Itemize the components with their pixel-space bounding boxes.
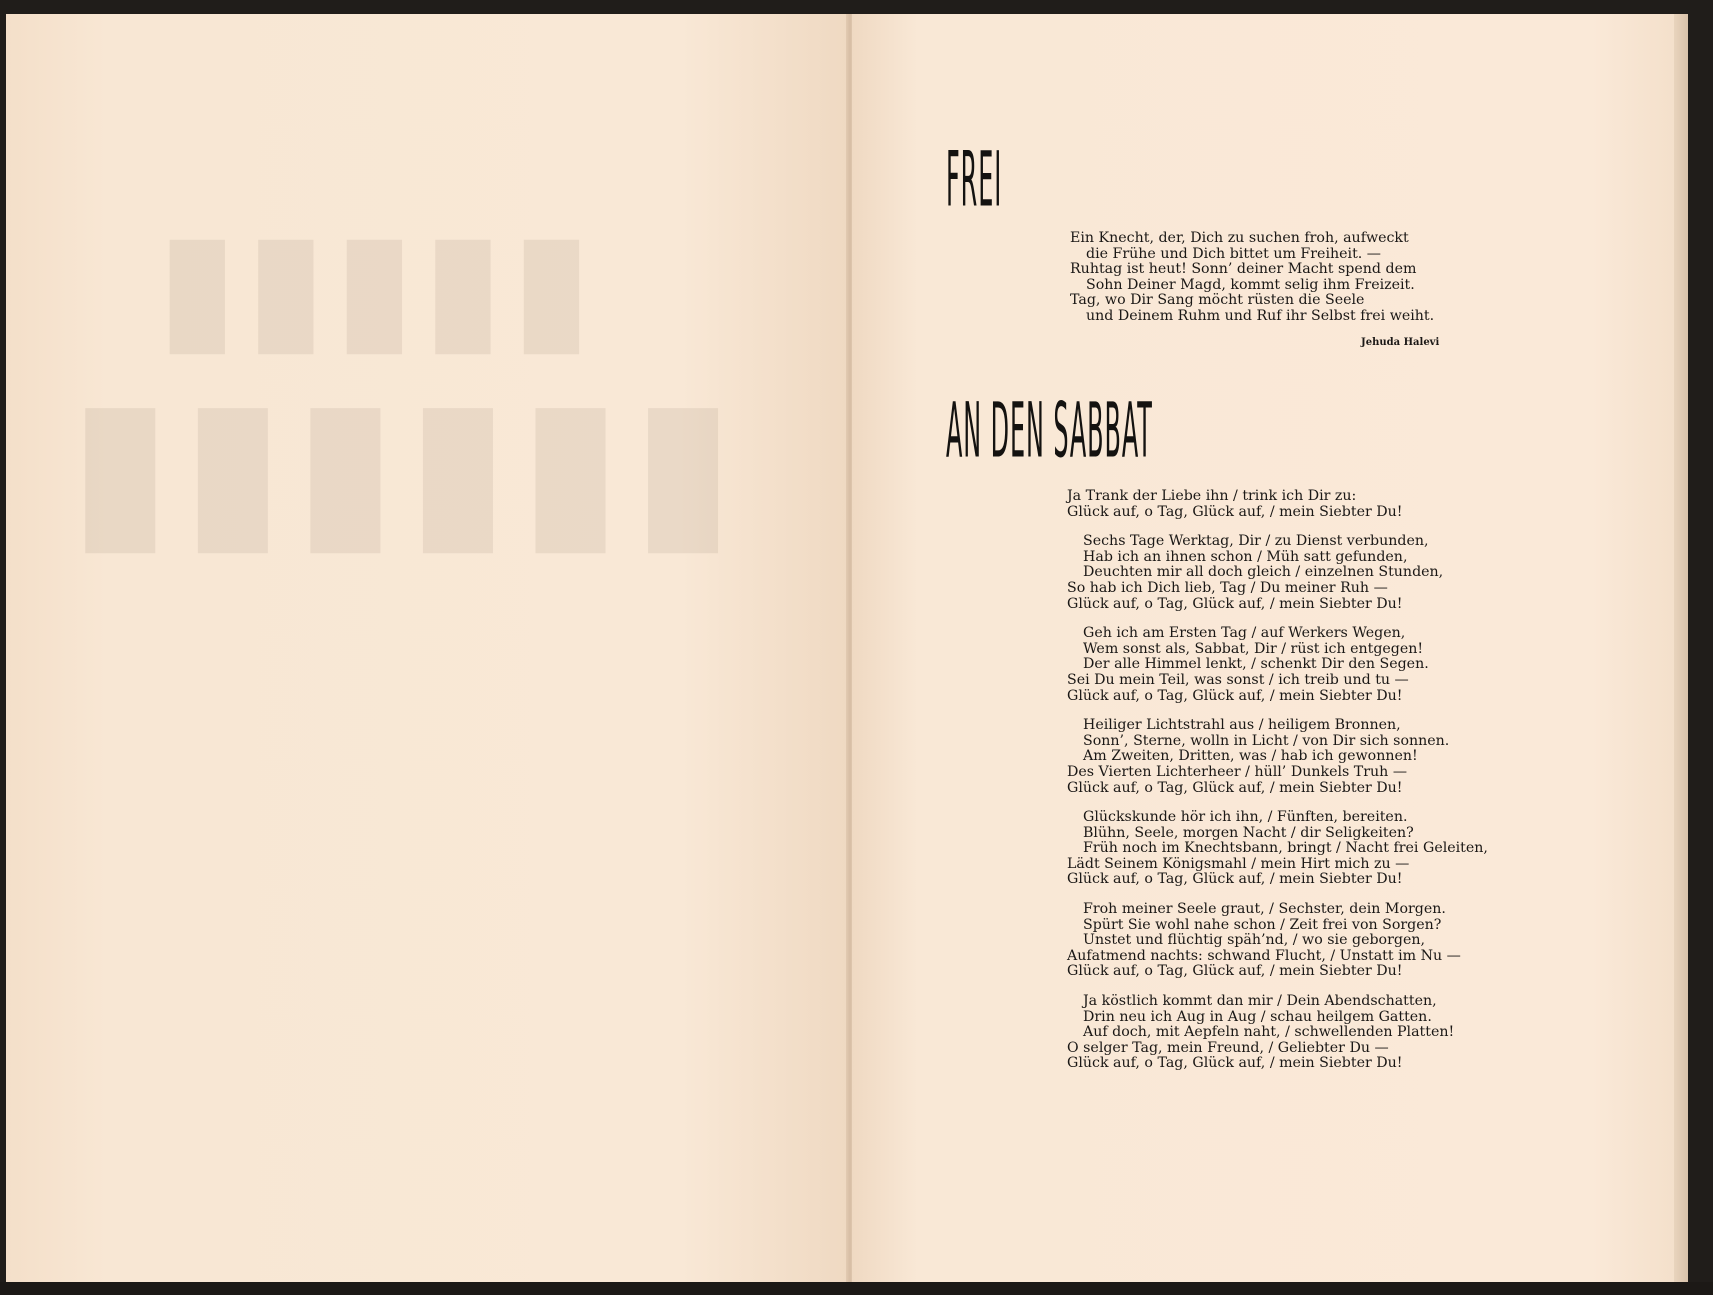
poem-line: Sei Du mein Teil, was sonst / ich treib und tu — xyxy=(1067,671,1409,688)
poem-line: Spürt Sie wohl nahe schon / Zeit frei von Sorgen? xyxy=(1083,916,1442,933)
poem-line: Auf doch, mit Aepfeln naht, / schwellenden Platten! xyxy=(1083,1024,1455,1041)
poem-line: Blühn, Seele, morgen Nacht / dir Seligkeiten? xyxy=(1083,824,1414,841)
poem-line: Drin neu ich Aug in Aug / schau heilgem Gatten. xyxy=(1083,1008,1432,1025)
poem-line: Lädt Seinem Königsmahl / mein Hirt mich zu — xyxy=(1067,855,1410,872)
poem-line: Glück auf, o Tag, Glück auf, / mein Siebter Du! xyxy=(1067,871,1403,888)
stanza-gap xyxy=(1067,980,1488,994)
poem-author: Jehuda Halevi xyxy=(1361,337,1440,348)
poem-line: O selger Tag, mein Freund, / Geliebter Du — xyxy=(1067,1039,1389,1056)
stanza-gap xyxy=(1067,612,1488,626)
poem-line: Am Zweiten, Dritten, was / hab ich gewonnen! xyxy=(1083,748,1418,765)
poem-line: Des Vierten Lichterheer / hüll’ Dunkels Truh — xyxy=(1067,763,1408,780)
poem-line: Glück auf, o Tag, Glück auf, / mein Siebter Du! xyxy=(1067,687,1403,704)
poem-title-frei: FREI xyxy=(946,137,1003,225)
page-edge xyxy=(1674,14,1688,1282)
poem-line: Wem sonst als, Sabbat, Dir / rüst ich entgegen! xyxy=(1083,640,1424,657)
poem-line: Froh meiner Seele graut, / Sechster, dein Morgen. xyxy=(1083,901,1446,918)
poem-line: Ja Trank der Liebe ihn / trink ich Dir zu: xyxy=(1067,488,1357,504)
poem-line: Aufatmend nachts: schwand Flucht, / Unstatt im Nu — xyxy=(1067,947,1461,964)
poem-title-sabbat: AN DEN SABBAT xyxy=(946,388,1153,476)
poem-line: Glück auf, o Tag, Glück auf, / mein Siebter Du! xyxy=(1067,1055,1403,1072)
poem-line: Ein Knecht, der, Dich zu suchen froh, aufweckt xyxy=(1070,230,1409,246)
poem-line: Glück auf, o Tag, Glück auf, / mein Siebter Du! xyxy=(1067,963,1403,980)
stanza-gap xyxy=(1067,796,1488,810)
poem-line: Ja köstlich kommt dan mir / Dein Abendschatten, xyxy=(1083,993,1437,1010)
poem-line: Sohn Deiner Magd, kommt selig ihm Freizeit. xyxy=(1086,276,1415,293)
show-through-shape: ▮▮▮▮▮ xyxy=(150,198,593,372)
stanza-gap xyxy=(1067,888,1488,902)
poem-line: und Deinem Ruhm und Ruf ihr Selbst frei weiht. xyxy=(1086,307,1435,324)
poem-line: Sechs Tage Werktag, Dir / zu Dienst verbunden, xyxy=(1083,533,1429,550)
poem-line: Geh ich am Ersten Tag / auf Werkers Wegen, xyxy=(1083,625,1406,642)
scan-border xyxy=(0,1282,1713,1295)
poem-line: Sonn’, Sterne, wolln in Licht / von Dir sich sonnen. xyxy=(1083,732,1450,749)
show-through-shape: ▮▮▮▮▮▮ xyxy=(60,354,736,575)
poem-line: Deuchten mir all doch gleich / einzelnen Stunden, xyxy=(1083,564,1444,581)
poem-frei xyxy=(1070,231,1434,325)
poem-line: die Frühe und Dich bittet um Freiheit. — xyxy=(1086,245,1381,262)
stanza-gap xyxy=(1067,520,1488,534)
poem-line: Der alle Himmel lenkt, / schenkt Dir den Segen. xyxy=(1083,656,1429,673)
poem-line: Früh noch im Knechtsbann, bringt / Nacht frei Geleiten, xyxy=(1083,840,1488,857)
poem-an-den-sabbat xyxy=(1067,489,1488,1072)
poem-line: So hab ich Dich lieb, Tag / Du meiner Ruh — xyxy=(1067,579,1388,596)
stanza-gap xyxy=(1067,704,1488,718)
poem-line: Hab ich an ihnen schon / Müh satt gefunden, xyxy=(1083,548,1408,565)
poem-line: Glück auf, o Tag, Glück auf, / mein Siebter Du! xyxy=(1067,503,1403,520)
poem-line: Glück auf, o Tag, Glück auf, / mein Siebter Du! xyxy=(1067,779,1403,796)
poem-line: Glück auf, o Tag, Glück auf, / mein Siebter Du! xyxy=(1067,595,1403,612)
poem-line: Ruhtag ist heut! Sonn’ deiner Macht spend dem xyxy=(1070,261,1417,278)
poem-line: Glückskunde hör ich ihn, / Fünften, bereiten. xyxy=(1083,809,1408,826)
poem-line: Unstet und flüchtig späh’nd, / wo sie geborgen, xyxy=(1083,932,1425,949)
poem-line: Heiliger Lichtstrahl aus / heiligem Bronnen, xyxy=(1083,717,1401,734)
poem-line: Tag, wo Dir Sang möcht rüsten die Seele xyxy=(1070,292,1365,309)
